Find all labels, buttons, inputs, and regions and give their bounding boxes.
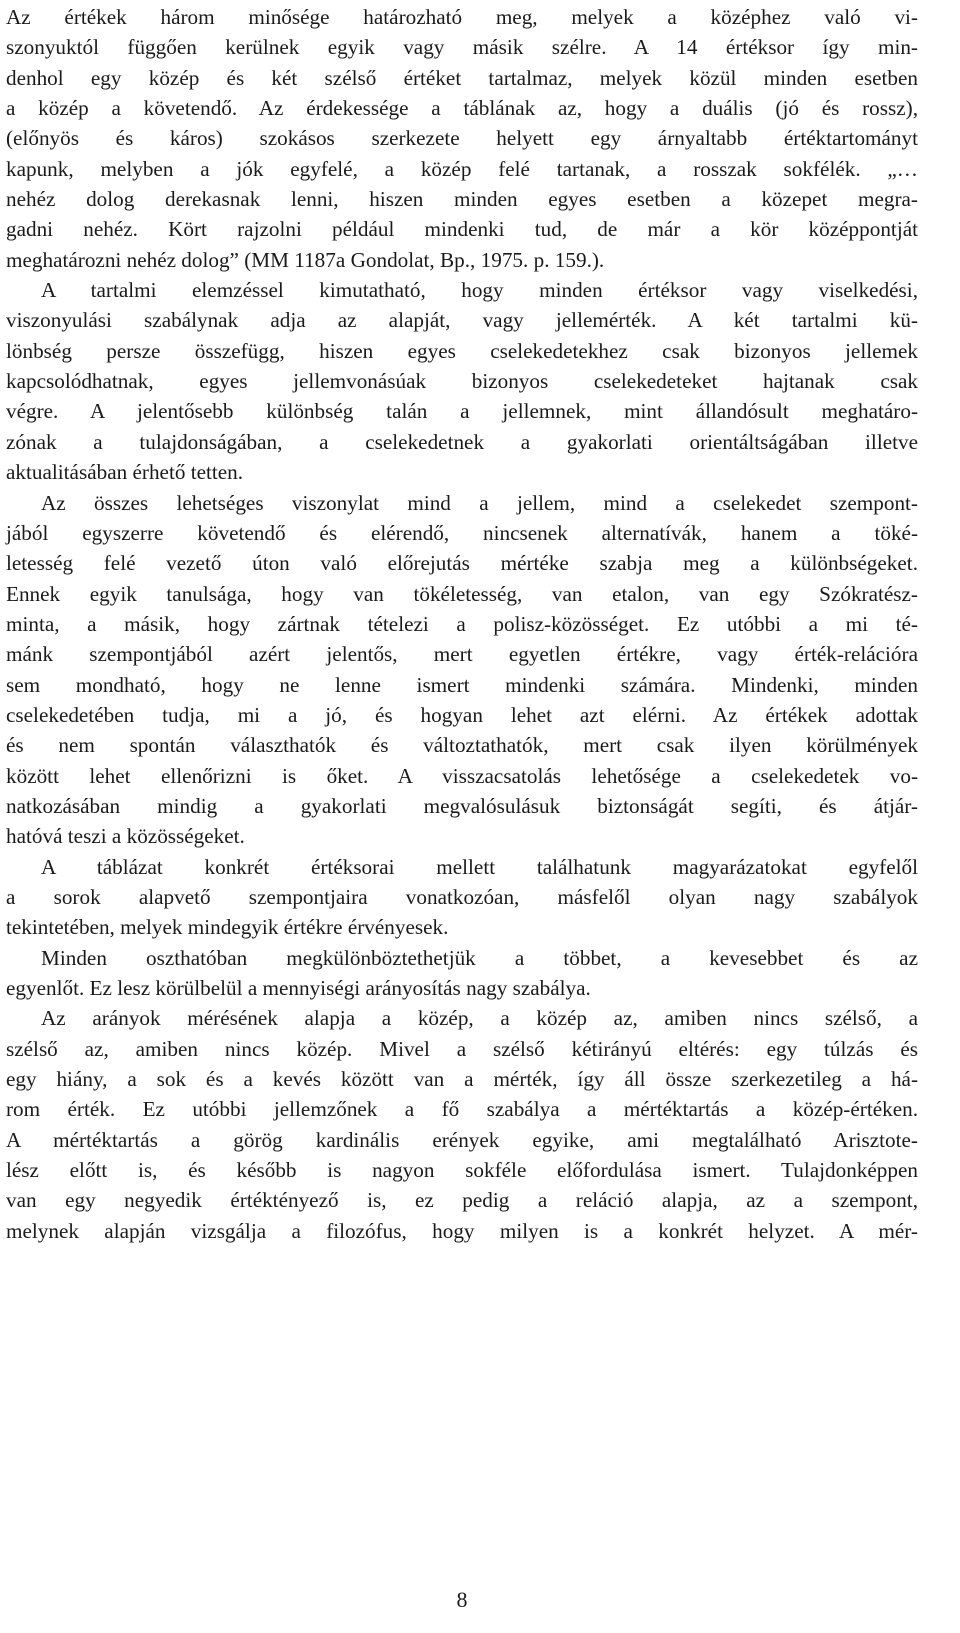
text-line: és nem spontán választhatók és változtathatók, mert csak ilyen körülmények bbox=[6, 733, 918, 758]
text-line: egyenlőt. Ez lesz körülbelül a mennyiségi arányosítás nagy szabálya. bbox=[6, 976, 591, 1000]
text-line: letesség felé vezető úton való előrejutás mértéke szabja meg a különbségeket. bbox=[6, 551, 918, 576]
text-line: zónak a tulajdonságában, a cselekedetnek a gyakorlati orientáltságában illetve bbox=[6, 429, 918, 454]
text-line: jából egyszerre követendő és elérendő, nincsenek alternatívák, hanem a töké- bbox=[6, 520, 918, 545]
text-line: szonyuktól függően kerülnek egyik vagy másik szélre. A 14 értéksor így min- bbox=[6, 35, 918, 60]
text-line: kapunk, melyben a jók egyfelé, a közép felé tartanak, a rosszak sokfélék. „… bbox=[6, 156, 918, 181]
text-line: A táblázat konkrét értéksorai mellett találhatunk magyarázatokat egyfelől bbox=[41, 854, 918, 879]
text-line: lész előtt is, és később is nagyon sokféle előfordulása ismert. Tulajdonképpen bbox=[6, 1158, 918, 1183]
text-line: (előnyös és káros) szokásos szerkezete helyett egy árnyaltabb értéktartományt bbox=[6, 126, 918, 151]
text-line: A tartalmi elemzéssel kimutatható, hogy minden értéksor vagy viselkedési, bbox=[41, 278, 918, 303]
text-line: sem mondható, hogy ne lenne ismert mindenki számára. Mindenki, minden bbox=[6, 672, 918, 697]
text-line: A mértéktartás a görög kardinális erények egyike, ami megtalálható Arisztote- bbox=[6, 1127, 918, 1152]
body-text bbox=[6, 0, 918, 1246]
text-line: végre. A jelentősebb különbség talán a jellemnek, mint állandósult meghatáro- bbox=[6, 399, 918, 424]
text-line: Ennek egyik tanulsága, hogy van tökéletesség, van etalon, van egy Szókratész- bbox=[6, 581, 918, 606]
text-line: denhol egy közép és két szélső értéket tartalmaz, melyek közül minden esetben bbox=[6, 65, 918, 90]
text-line: a sorok alapvető szempontjaira vonatkozóan, másfelől olyan nagy szabályok bbox=[6, 884, 918, 909]
document-page bbox=[6, 0, 918, 1633]
page-number: 8 bbox=[456, 1587, 468, 1612]
text-line: mánk szempontjából azért jelentős, mert egyetlen értékre, vagy érték-relációra bbox=[6, 642, 918, 667]
text-line: meghatározni nehéz dolog” (MM 1187a Gondolat, Bp., 1975. p. 159.). bbox=[6, 247, 605, 272]
text-line: tekintetében, melyek mindegyik értékre érvényesek. bbox=[6, 915, 449, 940]
text-line: nehéz dolog derekasnak lenni, hiszen minden egyes esetben a közepet megra- bbox=[6, 187, 918, 212]
text-line: melynek alapján vizsgálja a filozófus, hogy milyen is a konkrét helyzet. A mér- bbox=[6, 1218, 918, 1243]
text-line: Az értékek három minősége határozható meg, melyek a középhez való vi- bbox=[6, 5, 918, 29]
text-line: egy hiány, a sok és a kevés között van a mérték, így áll össze szerkezetileg a há- bbox=[6, 1067, 918, 1092]
text-line: viszonyulási szabálynak adja az alapját, vagy jellemérték. A két tartalmi kü- bbox=[6, 308, 918, 333]
text-line: Az összes lehetséges viszonylat mind a jellem, mind a cselekedet szempont- bbox=[41, 490, 918, 515]
text-line: aktualitásában érhető tetten. bbox=[6, 460, 244, 485]
text-line: szélső az, amiben nincs közép. Mivel a szélső kétirányú eltérés: egy túlzás és bbox=[6, 1036, 918, 1061]
text-line: Az arányok mérésének alapja a közép, a közép az, amiben nincs szélső, a bbox=[41, 1006, 918, 1031]
text-line: natkozásában mindig a gyakorlati megvalósulásuk biztonságát segíti, és átjár- bbox=[6, 793, 918, 818]
text-line: rom érték. Ez utóbbi jellemzőnek a fő szabálya a mértéktartás a közép-értéken. bbox=[6, 1097, 918, 1122]
text-line: kapcsolódhatnak, egyes jellemvonásúak bizonyos cselekedeteket hajtanak csak bbox=[6, 369, 918, 394]
text-line: van egy negyedik értéktényező is, ez pedig a reláció alapja, az a szempont, bbox=[6, 1188, 918, 1213]
text-line: gadni nehéz. Kört rajzolni például mindenki tud, de már a kör középpontját bbox=[6, 217, 918, 242]
text-line: a közép a követendő. Az érdekessége a táblának az, hogy a duális (jó és rossz), bbox=[6, 96, 918, 121]
text-line: hatóvá teszi a közösségeket. bbox=[6, 824, 245, 849]
text-line: minta, a másik, hogy zártnak tételezi a polisz-közösséget. Ez utóbbi a mi té- bbox=[6, 611, 918, 636]
text-line: lönbség persze összefügg, hiszen egyes cselekedetekhez csak bizonyos jellemek bbox=[6, 338, 918, 363]
text-line: között lehet ellenőrizni is őket. A visszacsatolás lehetősége a cselekedetek vo- bbox=[6, 763, 918, 788]
text-line: cselekedetében tudja, mi a jó, és hogyan lehet azt elérni. Az értékek adottak bbox=[6, 702, 918, 727]
text-line: Minden oszthatóban megkülönböztethetjük a többet, a kevesebbet és az bbox=[41, 945, 918, 970]
